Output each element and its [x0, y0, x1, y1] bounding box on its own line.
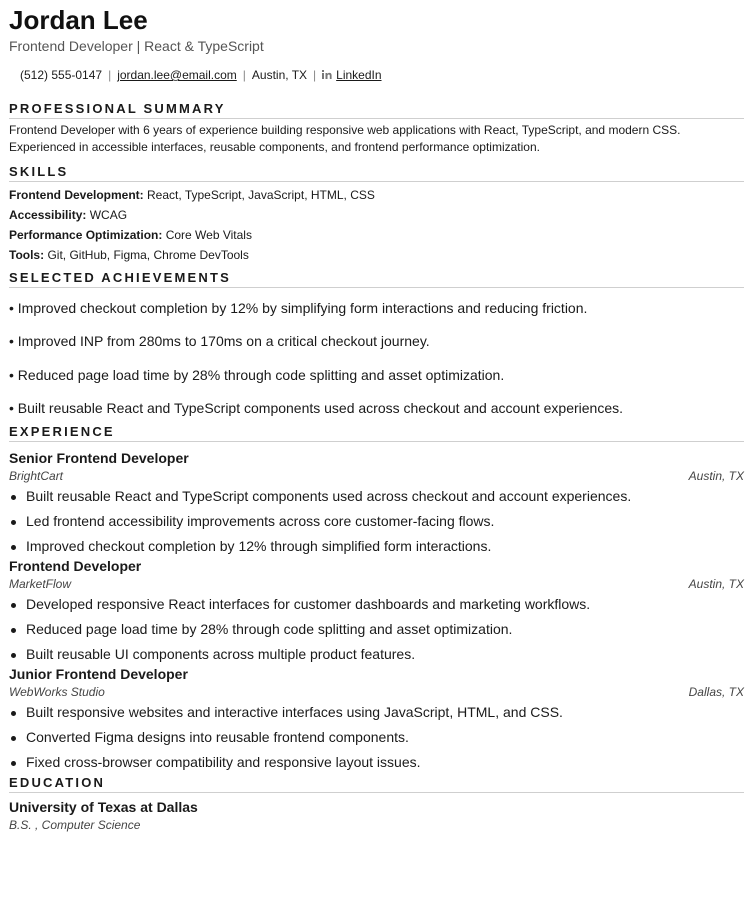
job-company: WebWorks Studio — [9, 685, 105, 700]
achievements-section — [9, 270, 744, 433]
job-entry — [9, 450, 744, 562]
education-section — [9, 775, 744, 833]
phone-text: (512) 555-0147 — [20, 68, 103, 82]
summary-text: Frontend Developer with 6 years of experience building responsive web applications with React, TypeScript, and modern CSS. Experienced in accessible interfaces, reusable components, and frontend performance optimization. — [9, 123, 681, 154]
job-bullet: Converted Figma designs into reusable frontend components. — [9, 729, 744, 754]
skill-row — [9, 205, 744, 225]
job-meta — [9, 685, 744, 700]
job-bullets — [9, 596, 744, 670]
contact-separator: | — [313, 68, 317, 82]
skill-value: Core Web Vitals — [165, 228, 252, 242]
skill-label: Performance Optimization: — [9, 228, 163, 242]
linkedin-icon — [322, 70, 332, 79]
section-title-summary: PROFESSIONAL SUMMARY — [9, 101, 744, 119]
section-title-education: EDUCATION — [9, 775, 744, 793]
job-meta — [9, 469, 744, 484]
contact-line — [9, 68, 744, 83]
skill-row — [9, 245, 744, 265]
job-bullet: Built responsive websites and interactive interfaces using JavaScript, HTML, and CSS. — [9, 704, 744, 729]
education-entry — [9, 799, 744, 833]
job-bullet: Developed responsive React interfaces for customer dashboards and marketing workflows. — [9, 596, 744, 621]
job-title: Junior Frontend Developer — [9, 666, 188, 683]
achievement-item: • Improved INP from 280ms to 170ms on a critical checkout journey. — [9, 333, 430, 350]
job-title: Senior Frontend Developer — [9, 450, 189, 467]
job-bullet: Built reusable UI components across multiple product features. — [9, 646, 744, 671]
achievements-list — [9, 300, 744, 433]
experience-section — [9, 424, 744, 778]
skill-value: React, TypeScript, JavaScript, HTML, CSS — [147, 188, 375, 202]
job-bullet: Improved checkout completion by 12% through simplified form interactions. — [9, 538, 744, 563]
skills-list — [9, 185, 744, 265]
candidate-name: Jordan Lee — [9, 5, 148, 35]
candidate-headline: Frontend Developer | React & TypeScript — [9, 38, 264, 54]
job-location: Austin, TX — [688, 469, 744, 484]
job-company: BrightCart — [9, 469, 64, 484]
summary-section — [9, 101, 744, 156]
job-location: Austin, TX — [688, 577, 744, 592]
skill-row — [9, 185, 744, 205]
section-title-skills: SKILLS — [9, 164, 744, 182]
linkedin-link[interactable]: LinkedIn — [336, 68, 382, 82]
job-entry — [9, 558, 744, 670]
job-location: Dallas, TX — [688, 685, 744, 700]
job-bullets — [9, 488, 744, 562]
job-meta — [9, 577, 744, 592]
section-title-achievements: SELECTED ACHIEVEMENTS — [9, 270, 744, 288]
skills-section — [9, 164, 744, 265]
job-title: Frontend Developer — [9, 558, 142, 575]
skill-row — [9, 225, 744, 245]
achievement-item: • Built reusable React and TypeScript components used across checkout and account experiences. — [9, 399, 623, 416]
skill-label: Frontend Development: — [9, 188, 144, 202]
education-degree: B.S. , Computer Science — [9, 818, 141, 833]
section-title-experience: EXPERIENCE — [9, 424, 744, 442]
skill-label: Accessibility: — [9, 208, 87, 222]
contact-separator: | — [242, 68, 246, 82]
job-bullet: Fixed cross-browser compatibility and responsive layout issues. — [9, 754, 744, 779]
job-bullet: Led frontend accessibility improvements across core customer-facing flows. — [9, 513, 744, 538]
job-entry — [9, 666, 744, 778]
achievement-item: • Improved checkout completion by 12% by simplifying form interactions and reducing friction. — [9, 300, 588, 316]
education-school: University of Texas at Dallas — [9, 799, 198, 816]
skill-label: Tools: — [9, 248, 45, 262]
contact-separator: | — [108, 68, 112, 82]
location-text: Austin, TX — [251, 68, 308, 82]
email-link[interactable]: jordan.lee@email.com — [117, 68, 237, 82]
job-bullet: Reduced page load time by 28% through code splitting and asset optimization. — [9, 621, 744, 646]
job-bullet: Built reusable React and TypeScript components used across checkout and account experiences. — [9, 488, 744, 513]
skill-value: WCAG — [89, 208, 128, 222]
skill-value: Git, GitHub, Figma, Chrome DevTools — [47, 248, 249, 262]
achievement-item: • Reduced page load time by 28% through code splitting and asset optimization. — [9, 366, 505, 383]
job-bullets — [9, 704, 744, 778]
job-company: MarketFlow — [9, 577, 72, 592]
